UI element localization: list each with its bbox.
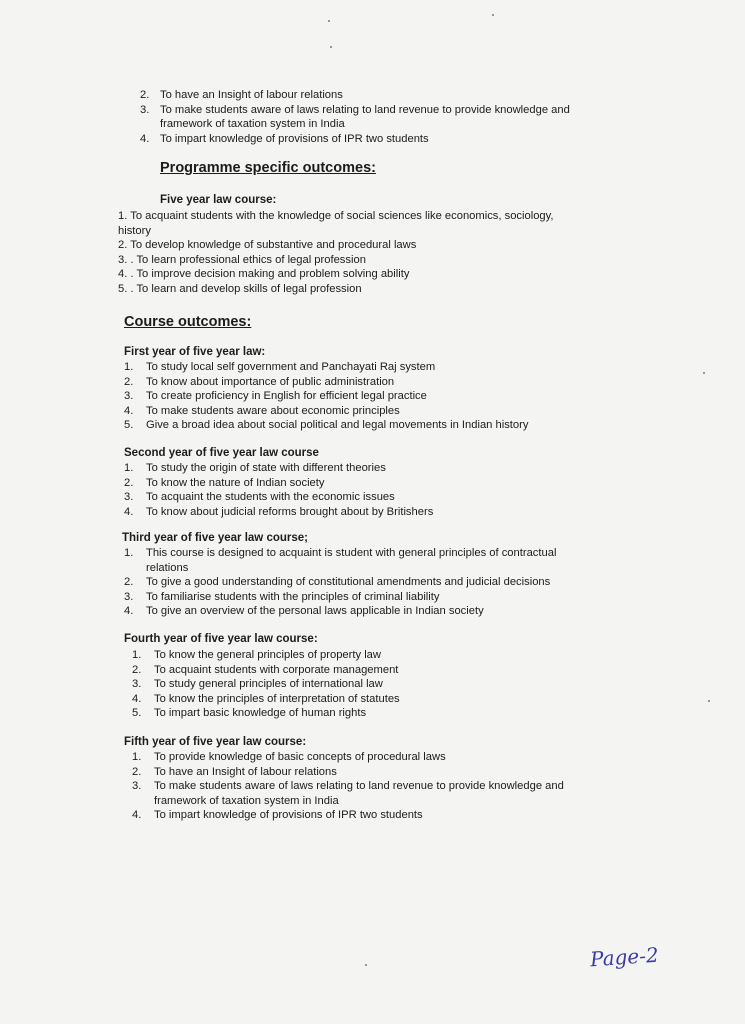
list-item <box>140 88 570 103</box>
scan-speck <box>328 20 330 22</box>
year-list <box>132 648 400 721</box>
year-title: Fifth year of five year law course: <box>124 736 307 748</box>
year-list <box>124 461 433 519</box>
list-item <box>124 389 528 404</box>
scan-speck <box>365 964 367 966</box>
list-item <box>124 604 556 619</box>
list-item <box>132 706 400 721</box>
item-number: 3. <box>132 780 142 792</box>
item-text: To impart basic knowledge of human rights <box>154 707 367 719</box>
year-list <box>124 360 528 433</box>
item-text: To impart knowledge of provisions of IPR two students <box>154 809 423 821</box>
item-text: To make students aware about economic principles <box>146 404 400 417</box>
list-item <box>140 103 570 132</box>
item-text: To make students aware of laws relating to land revenue to provide knowledge and <box>154 780 564 792</box>
item-text: To give a good understanding of constitutional amendments and judicial decisions <box>146 576 551 588</box>
item-number: 2. <box>140 89 150 101</box>
item-number: 4. <box>140 132 150 145</box>
list-item <box>124 505 433 520</box>
list-item <box>124 575 556 590</box>
year-title: Third year of five year law course; <box>122 532 308 544</box>
pso-heading: Programme specific outcomes: <box>160 160 376 176</box>
item-text: To acquaint students with corporate management <box>154 663 399 676</box>
item-number: 2. <box>132 765 142 778</box>
item-text: To familiarise students with the principles of criminal liability <box>146 590 440 603</box>
item-text: framework of taxation system in India <box>160 118 345 130</box>
item-number: 2. <box>132 663 142 676</box>
item-number: 4. <box>124 605 134 617</box>
item-text: To acquaint the students with the economic issues <box>146 491 395 503</box>
item-number: 4. <box>124 505 134 518</box>
item-text: To study local self government and Panchayati Raj system <box>146 361 436 373</box>
list-item <box>124 375 528 390</box>
list-item <box>132 808 564 823</box>
item-text: To study the origin of state with different theories <box>146 462 386 474</box>
top-list <box>140 88 570 146</box>
list-item <box>124 590 556 605</box>
scan-speck <box>330 46 332 48</box>
item-text: To impart knowledge of provisions of IPR two students <box>160 132 429 145</box>
item-number: 1. <box>132 649 142 661</box>
year-list <box>124 546 556 619</box>
item-text: To know the nature of Indian society <box>146 476 325 489</box>
item-number: 2. <box>124 476 134 489</box>
item-text: relations <box>146 561 189 574</box>
pso-line: 2. To develop knowledge of substantive and procedural laws <box>118 239 417 251</box>
list-item <box>124 418 528 433</box>
item-text: To know the general principles of property law <box>154 649 381 661</box>
pso-line: 5. . To learn and develop skills of legal profession <box>118 282 362 295</box>
item-text: To study general principles of international law <box>154 678 383 690</box>
item-number: 3. <box>124 390 134 402</box>
year-list <box>132 750 564 823</box>
item-number: 4. <box>124 404 134 417</box>
list-item <box>132 692 400 707</box>
item-text: To give an overview of the personal laws applicable in Indian society <box>146 605 484 617</box>
item-text: To know the principles of interpretation of statutes <box>154 692 400 705</box>
item-number: 1. <box>124 462 134 474</box>
pso-line: 3. . To learn professional ethics of legal profession <box>118 253 366 266</box>
year-title: Fourth year of five year law course: <box>124 633 318 645</box>
year-title: Second year of five year law course <box>124 447 319 459</box>
item-text: framework of taxation system in India <box>154 794 339 807</box>
item-text: To make students aware of laws relating to land revenue to provide knowledge and <box>160 103 570 116</box>
pso-line: 4. . To improve decision making and problem solving ability <box>118 268 410 280</box>
scan-speck <box>708 700 710 702</box>
list-item <box>132 663 400 678</box>
page-number: Page-2 <box>589 942 660 972</box>
item-number: 3. <box>124 590 134 603</box>
pso-list <box>118 209 554 296</box>
item-text: To have an Insight of labour relations <box>160 89 343 101</box>
list-item <box>124 360 528 375</box>
item-number: 5. <box>124 419 134 431</box>
item-text: To have an Insight of labour relations <box>154 765 337 778</box>
list-item <box>132 765 564 780</box>
year-title: First year of five year law: <box>124 346 266 358</box>
item-number: 3. <box>140 103 150 116</box>
scan-speck <box>703 372 705 374</box>
item-number: 2. <box>124 576 134 588</box>
course-outcomes-heading: Course outcomes: <box>124 314 252 330</box>
list-item <box>124 404 528 419</box>
item-number: 2. <box>124 375 134 388</box>
item-number: 3. <box>132 678 142 690</box>
item-number: 1. <box>124 361 134 373</box>
list-item <box>132 779 564 808</box>
item-text: This course is designed to acquaint is student with general principles of contractual <box>146 547 557 559</box>
item-number: 1. <box>132 751 142 763</box>
item-text: To know about importance of public administration <box>146 375 395 388</box>
list-item <box>124 461 433 476</box>
list-item <box>124 490 433 505</box>
scan-speck <box>492 14 494 16</box>
pso-line: history <box>118 224 151 237</box>
list-item <box>140 132 570 147</box>
list-item <box>124 546 556 575</box>
item-text: To create proficiency in English for efficient legal practice <box>146 390 427 402</box>
item-number: 3. <box>124 491 134 503</box>
item-number: 4. <box>132 809 142 821</box>
item-number: 5. <box>132 707 142 719</box>
item-number: 4. <box>132 692 142 705</box>
list-item <box>132 648 400 663</box>
item-number: 1. <box>124 547 134 559</box>
pso-line: 1. To acquaint students with the knowledge of social sciences like economics, sociology, <box>118 210 554 222</box>
list-item <box>124 476 433 491</box>
list-item <box>132 677 400 692</box>
item-text: To know about judicial reforms brought about by Britishers <box>146 505 434 518</box>
item-text: To provide knowledge of basic concepts of procedural laws <box>154 751 446 763</box>
list-item <box>132 750 564 765</box>
item-text: Give a broad idea about social political and legal movements in Indian history <box>146 419 529 431</box>
pso-subheading: Five year law course: <box>160 194 277 206</box>
